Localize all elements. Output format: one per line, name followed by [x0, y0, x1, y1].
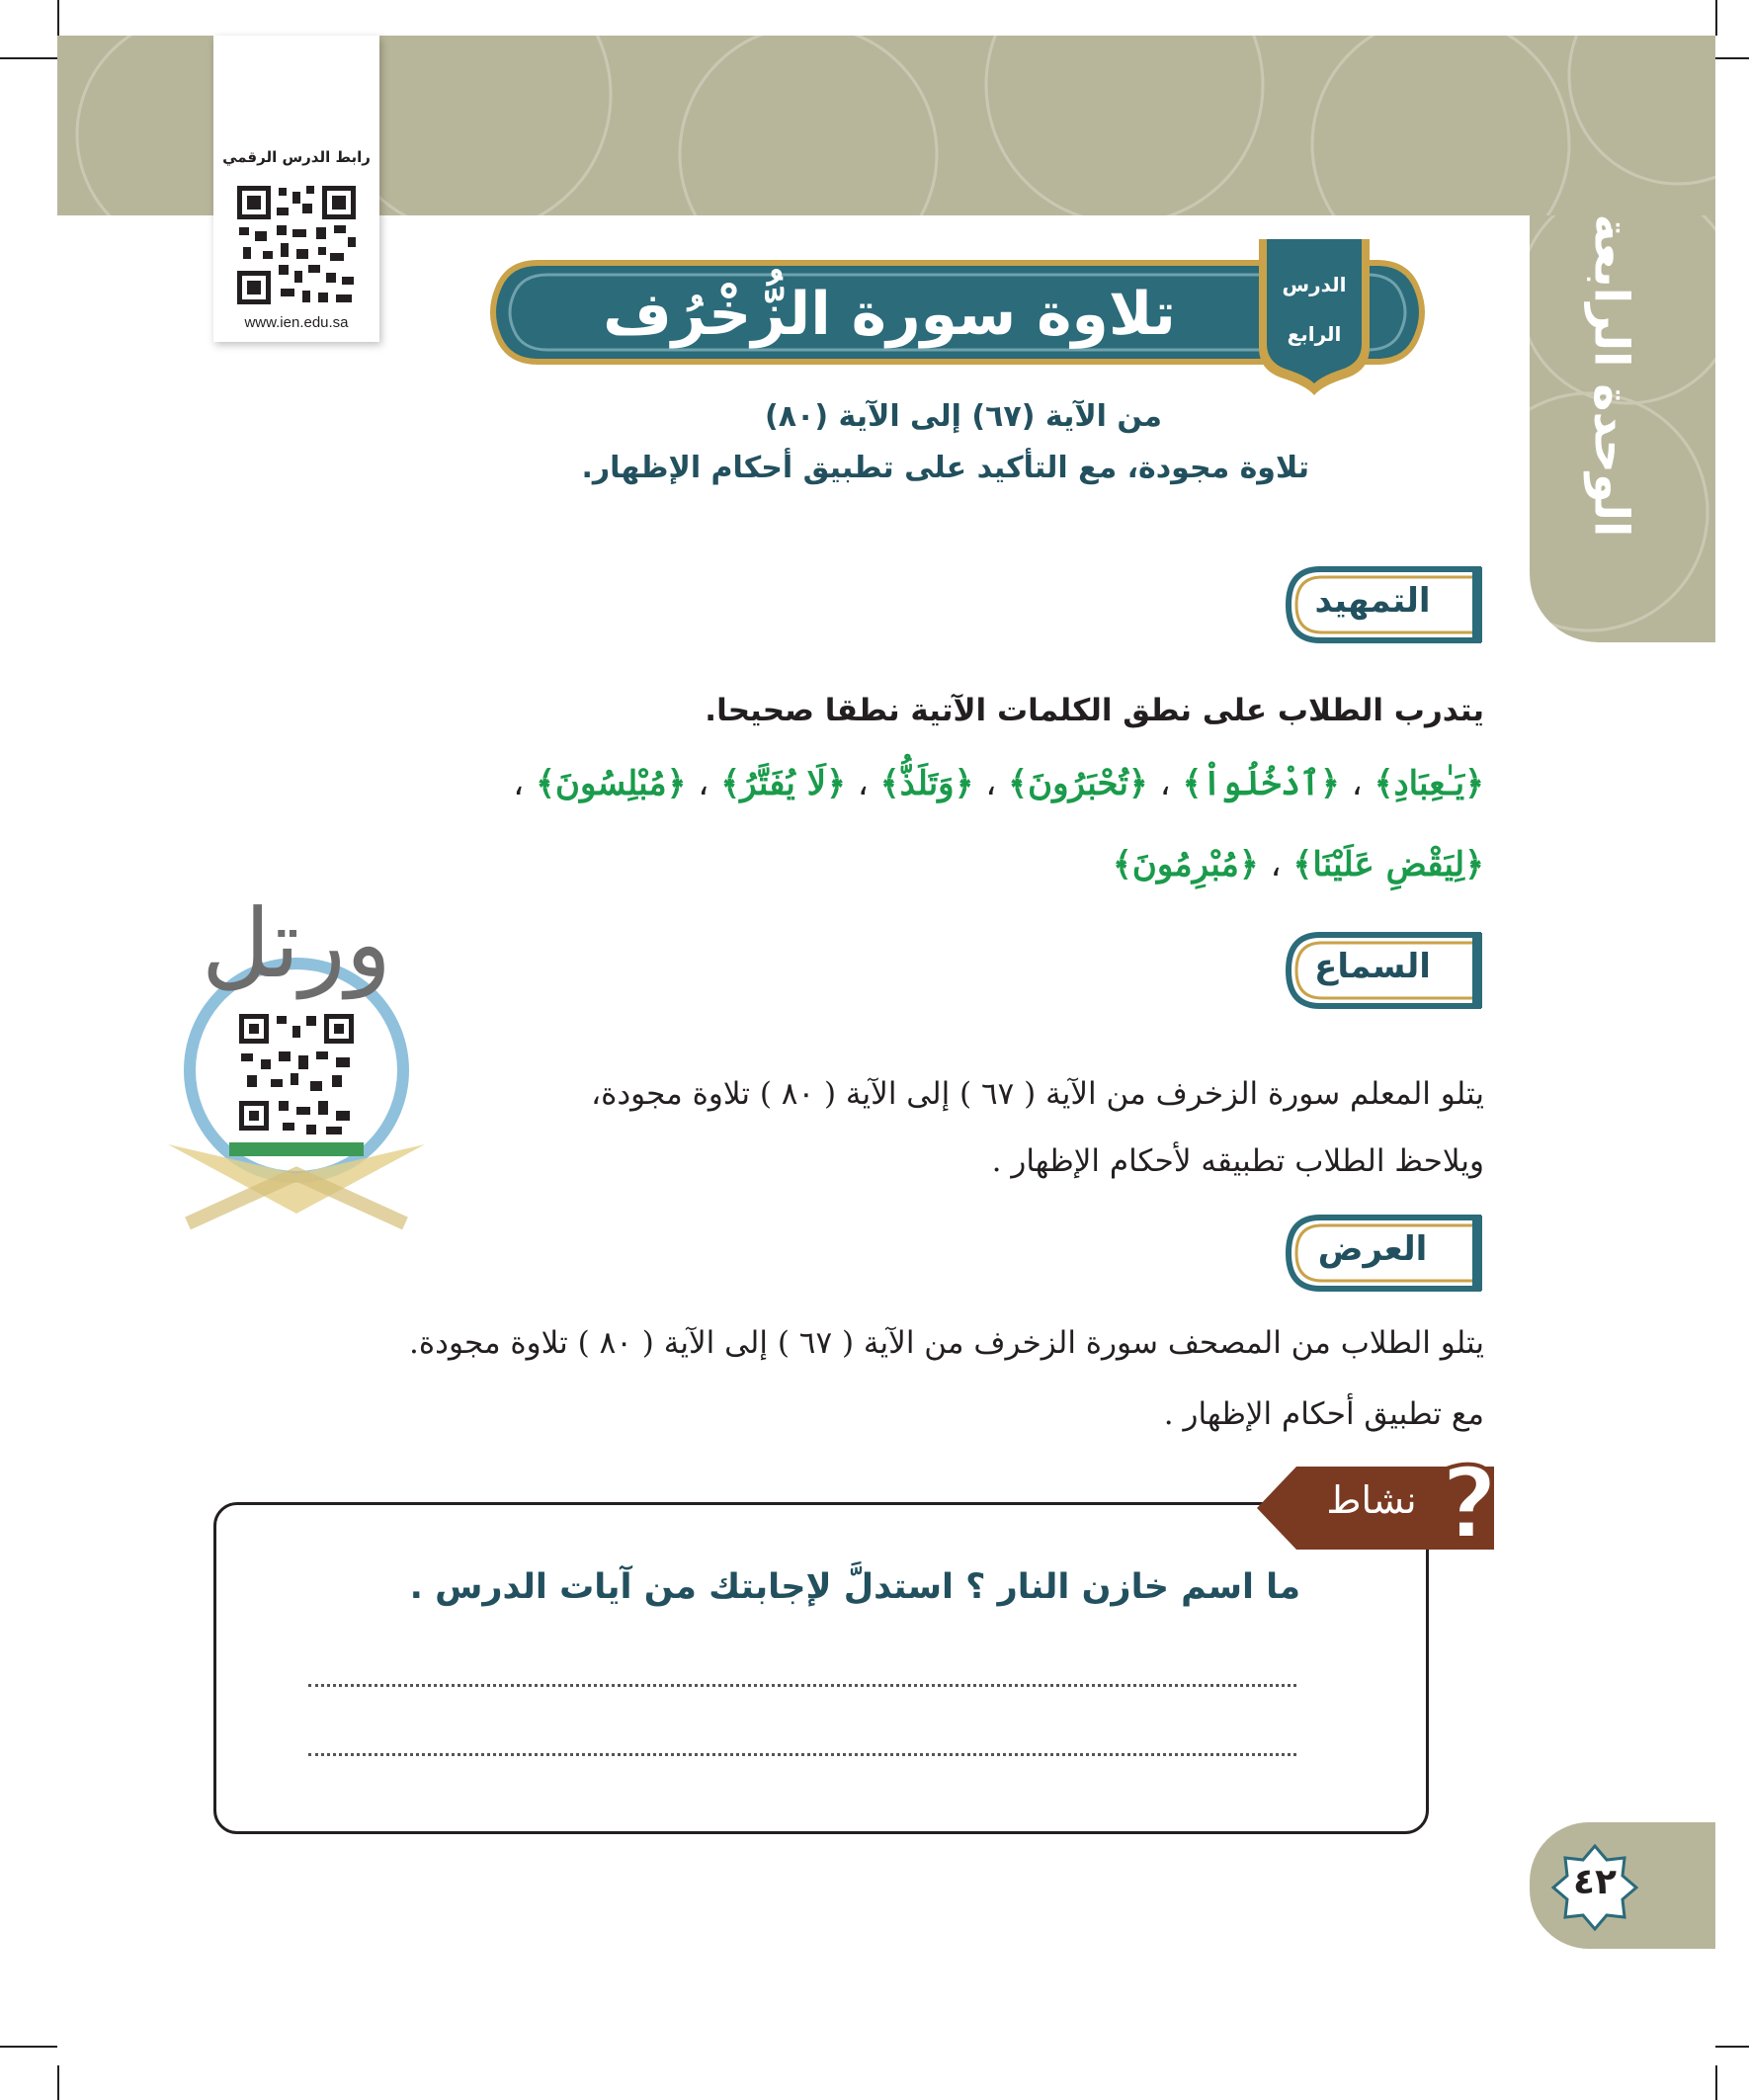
qr-label: رابط الدرس الرقمي — [222, 148, 371, 166]
lesson-title: تلاوة سورة الزُّخْرُف — [603, 280, 1176, 349]
practice-word: ﴿لِيَقْضِ عَلَيْنَا﴾ — [1292, 845, 1484, 884]
crop-mark — [1715, 2065, 1717, 2100]
practice-words-line1 — [150, 763, 1484, 803]
word-separator: ، — [857, 764, 869, 803]
word-separator: ، — [1270, 845, 1282, 884]
unit-title: الوحدة الرابعة — [1583, 213, 1639, 538]
verse-range: من الآية (٦٧) إلى الآية (٨٠) — [765, 399, 1162, 434]
practice-word: ﴿لَا يُفَتَّرُ﴾ — [720, 764, 846, 803]
word-separator: ، — [513, 764, 525, 803]
presentation-text-line2: مع تطبيق أحكام الإظهار . — [1163, 1396, 1484, 1432]
lesson-badge-line2: الرابع — [1287, 322, 1342, 346]
rattil-audio-logo[interactable] — [168, 878, 425, 1253]
practice-word: ﴿ٱدْخُلُواْ﴾ — [1182, 764, 1340, 803]
crop-mark — [0, 2046, 57, 2048]
crop-mark — [1715, 57, 1749, 59]
qr-url[interactable]: www.ien.edu.sa — [244, 314, 349, 331]
digital-lesson-card[interactable] — [213, 36, 379, 342]
section-heading-intro: التمهيد — [1314, 581, 1431, 621]
lesson-badge — [1253, 239, 1375, 395]
word-separator: ، — [985, 764, 997, 803]
crop-mark — [57, 2065, 59, 2100]
word-separator: ، — [1351, 764, 1363, 803]
answer-line[interactable] — [308, 1753, 1296, 1756]
listening-text-line1: يتلو المعلم سورة الزخرف من الآية ( ٦٧ ) إلى الآية ( ٨٠ ) تلاوة مجودة، — [591, 1076, 1484, 1112]
practice-word: ﴿مُبْلِسُونَ﴾ — [536, 764, 687, 803]
crop-mark — [57, 0, 59, 36]
practice-word: ﴿مُبْرِمُونَ﴾ — [1112, 845, 1259, 884]
practice-word: ﴿وَتَلَذُّ﴾ — [879, 764, 974, 803]
crop-mark — [0, 57, 57, 59]
lesson-badge-line1: الدرس — [1282, 273, 1347, 296]
listening-text-line2: ويلاحظ الطلاب تطبيقه لأحكام الإظهار . — [991, 1143, 1484, 1179]
practice-word: ﴿تُحْبَرُونَ﴾ — [1008, 764, 1148, 803]
word-separator: ، — [698, 764, 709, 803]
presentation-text-line1: يتلو الطلاب من المصحف سورة الزخرف من الآية ( ٦٧ ) إلى الآية ( ٨٠ ) تلاوة مجودة. — [409, 1325, 1484, 1361]
activity-box — [213, 1502, 1429, 1834]
section-heading-listening: السماع — [1314, 947, 1431, 986]
rattil-calligraphy: ورتل — [201, 888, 392, 999]
activity-label: نشاط — [1326, 1478, 1417, 1522]
activity-question: ما اسم خازن النار ؟ استدلَّ لإجابتك من آيات الدرس . — [409, 1567, 1300, 1607]
svg-text:?: ? — [1440, 1451, 1499, 1559]
section-heading-presentation: العرض — [1317, 1229, 1428, 1269]
crop-mark — [1715, 0, 1717, 36]
word-separator: ، — [1159, 764, 1171, 803]
qr-code-icon[interactable] — [233, 182, 360, 308]
intro-instruction: يتدرب الطلاب على نطق الكلمات الآتية نطقا صحيحا. — [705, 693, 1484, 728]
answer-line[interactable] — [308, 1684, 1296, 1687]
lesson-objective: تلاوة مجودة، مع التأكيد على تطبيق أحكام الإظهار. — [581, 451, 1309, 485]
practice-word: ﴿يَـٰعِبَادِ﴾ — [1374, 764, 1484, 803]
page-number: ٤٢ — [1573, 1862, 1617, 1902]
crop-mark — [1715, 2046, 1749, 2048]
question-mark-icon — [1435, 1451, 1504, 1559]
